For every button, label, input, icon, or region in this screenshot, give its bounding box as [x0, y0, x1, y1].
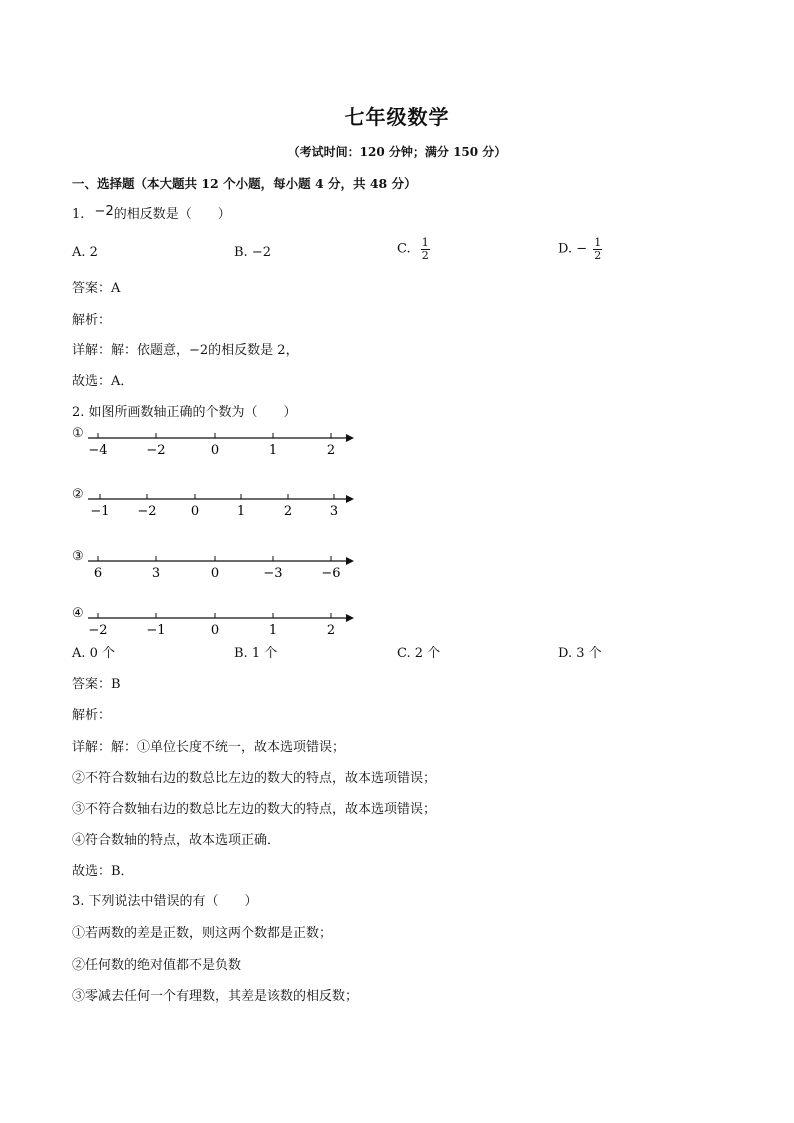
- question-1-stem: [72, 204, 231, 222]
- answer-line: 答案：A: [72, 281, 121, 296]
- option-b: B. −2: [234, 245, 271, 260]
- statement-2: ②任何数的绝对值都不是负数: [72, 958, 242, 973]
- analysis-label: 解析：: [72, 313, 112, 328]
- tick-label: −6: [321, 566, 341, 581]
- tick-label: −1: [146, 623, 166, 638]
- number-line-3: [72, 549, 372, 591]
- fraction-denominator: 2: [594, 248, 602, 262]
- option-b: B. 1 个: [234, 646, 278, 661]
- number-line-figure: [88, 432, 358, 468]
- tick-label: 2: [326, 623, 336, 638]
- choose-line: 故选：A．: [72, 374, 134, 389]
- fraction: [593, 237, 602, 261]
- option-d-prefix: D. −: [558, 241, 588, 257]
- number-line-figure: [88, 612, 358, 648]
- choose-line: 故选：B．: [72, 864, 134, 879]
- exam-info: （考试时间：120 分钟；满分 150 分）: [287, 145, 507, 159]
- tick-label: 2: [326, 443, 336, 458]
- tick-label: 0: [210, 623, 220, 638]
- tick-label: −2: [137, 504, 157, 519]
- tick-label: −2: [88, 623, 108, 638]
- detail-line: ③不符合数轴右边的数总比左边的数大的特点，故本选项错误；: [72, 802, 437, 817]
- number-line-label: ②: [72, 487, 84, 502]
- option-c-prefix: C.: [397, 241, 411, 257]
- option-d: [558, 237, 602, 261]
- number-line-1: [72, 426, 372, 468]
- statement-1: ①若两数的差是正数，则这两个数都是正数；: [72, 926, 333, 941]
- question-text: 的相反数是（ ）: [113, 207, 231, 222]
- fraction-numerator: 1: [421, 236, 429, 249]
- tick-label: 0: [210, 566, 220, 581]
- page-title: 七年级数学: [344, 105, 450, 129]
- option-a: A. 2: [72, 245, 98, 260]
- section-heading: 一、选择题（本大题共 12 个小题，每小题 4 分，共 48 分）: [72, 176, 417, 191]
- tick-label: 1: [268, 623, 278, 638]
- fraction: [421, 237, 430, 261]
- tick-label: 2: [283, 504, 293, 519]
- option-a: A. 0 个: [72, 646, 116, 661]
- tick-label: 1: [268, 443, 278, 458]
- detail-line: ④符合数轴的特点，故本选项正确．: [72, 833, 281, 848]
- question-number: 1.: [72, 207, 85, 222]
- tick-label: 0: [210, 443, 220, 458]
- detail-line: 详解：解：①单位长度不统一，故本选项错误；: [72, 740, 346, 755]
- number-line-label: ③: [72, 549, 84, 564]
- tick-label: −1: [90, 504, 110, 519]
- fraction-numerator: 1: [594, 236, 602, 249]
- number-line-4: [72, 606, 372, 648]
- option-c: [397, 237, 430, 261]
- detail-line: 详解：解：依题意，−2的相反数是 2，: [72, 343, 299, 358]
- analysis-label: 解析：: [72, 708, 112, 723]
- number-line-figure: [88, 555, 358, 591]
- fraction-denominator: 2: [421, 248, 429, 262]
- tick-label: 1: [236, 504, 246, 519]
- number-line-figure: [88, 493, 358, 529]
- tick-label: −3: [263, 566, 283, 581]
- number-line-2: [72, 487, 372, 529]
- question-2-stem: 2. 如图所画数轴正确的个数为（ ）: [72, 405, 297, 420]
- tick-label: 6: [93, 566, 103, 581]
- tick-label: −2: [146, 443, 166, 458]
- tick-label: −4: [88, 443, 108, 458]
- tick-label: 3: [329, 504, 339, 519]
- question-3-stem: 3. 下列说法中错误的有（ ）: [72, 894, 258, 909]
- number-line-label: ①: [72, 426, 84, 441]
- number-line-label: ④: [72, 606, 84, 621]
- option-c: C. 2 个: [397, 646, 441, 661]
- detail-line: ②不符合数轴右边的数总比左边的数大的特点，故本选项错误；: [72, 771, 437, 786]
- math-expression: −2: [94, 204, 114, 219]
- answer-line: 答案：B: [72, 677, 121, 692]
- option-d: D. 3 个: [558, 646, 602, 661]
- tick-label: 3: [151, 566, 161, 581]
- tick-label: 0: [190, 504, 200, 519]
- statement-3: ③零减去任何一个有理数，其差是该数的相反数；: [72, 989, 359, 1004]
